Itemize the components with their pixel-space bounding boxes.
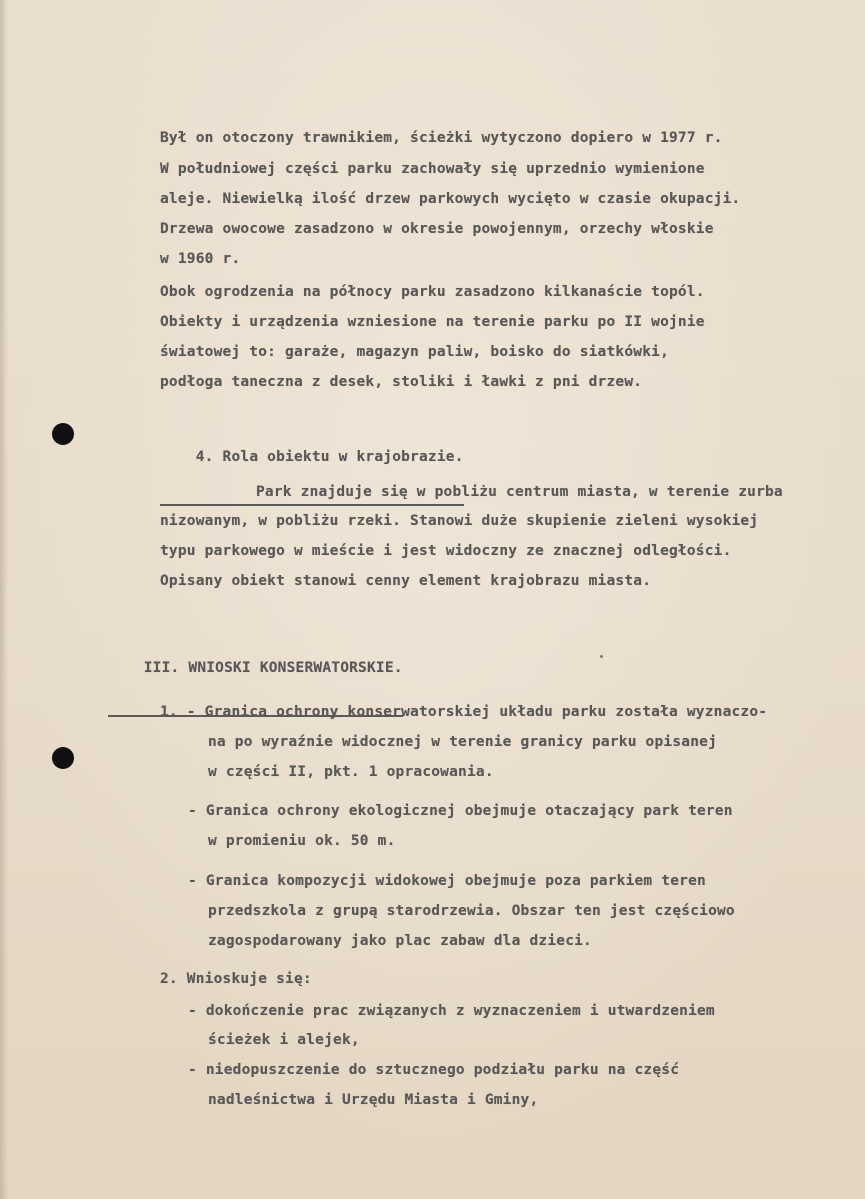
list-item-heading: 2. Wnioskuje się: [160,971,312,987]
punch-hole [52,747,74,769]
list-item-line: - dokończenie prac związanych z wyznaczeniem i utwardzeniem [188,1003,715,1019]
list-item-line: ścieżek i alejek, [208,1032,360,1048]
paper-speck [600,655,603,658]
list-item-line: w części II, pkt. 1 opracowania. [208,764,494,780]
page-edge-shadow [0,0,8,1199]
list-item-line: przedszkola z grupą starodrzewia. Obszar ten jest częściowo [208,903,735,919]
list-item-line: - Granica ochrony ekologicznej obejmuje otaczający park teren [188,803,733,819]
text-line: aleje. Niewielką ilość drzew parkowych wycięto w czasie okupacji. [160,191,741,207]
text-line: światowej to: garaże, magazyn paliw, boisko do siatkówki, [160,344,669,360]
text-line: Drzewa owocowe zasadzono w okresie powojennym, orzechy włoskie [160,221,714,237]
list-item-line: - Granica kompozycji widokowej obejmuje poza parkiem teren [188,873,706,889]
heading-underline [160,504,464,506]
text-line: Opisany obiekt stanowi cenny element krajobrazu miasta. [160,573,652,589]
list-item-line: 1. - Granica ochrony konserwatorskiej układu parku została wyznaczo- [160,704,768,720]
list-item-line: w promieniu ok. 50 m. [208,833,396,849]
text-line: Obiekty i urządzenia wzniesione na terenie parku po II wojnie [160,314,705,330]
text-line: podłoga taneczna z desek, stoliki i ławki z pni drzew. [160,374,643,390]
section-heading-text: 4. Rola obiektu w krajobrazie. [195,449,464,465]
list-item-line: zagospodarowany jako plac zabaw dla dzieci. [208,933,592,949]
section-heading-text: III. WNIOSKI KONSERWATORSKIE. [143,660,403,676]
list-item-line: nadleśnictwa i Urzędu Miasta i Gminy, [208,1092,539,1108]
punch-hole [52,423,74,445]
text-line: nizowanym, w pobliżu rzeki. Stanowi duże skupienie zieleni wysokiej [160,513,759,529]
list-item-line: na po wyraźnie widocznej w terenie granicy parku opisanej [208,734,717,750]
text-line: Był on otoczony trawnikiem, ścieżki wytyczono dopiero w 1977 r. [160,130,723,146]
text-line: w 1960 r. [160,251,241,267]
text-line: Obok ogrodzenia na północy parku zasadzono kilkanaście topól. [160,284,705,300]
text-line: Park znajduje się w pobliżu centrum miasta, w terenie zurba [256,484,783,500]
text-line: W południowej części parku zachowały się uprzednio wymienione [160,161,705,177]
list-item-line: - niedopuszczenie do sztucznego podziału parku na część [188,1062,680,1078]
text-line: typu parkowego w mieście i jest widoczny ze znacznej odległości. [160,543,732,559]
